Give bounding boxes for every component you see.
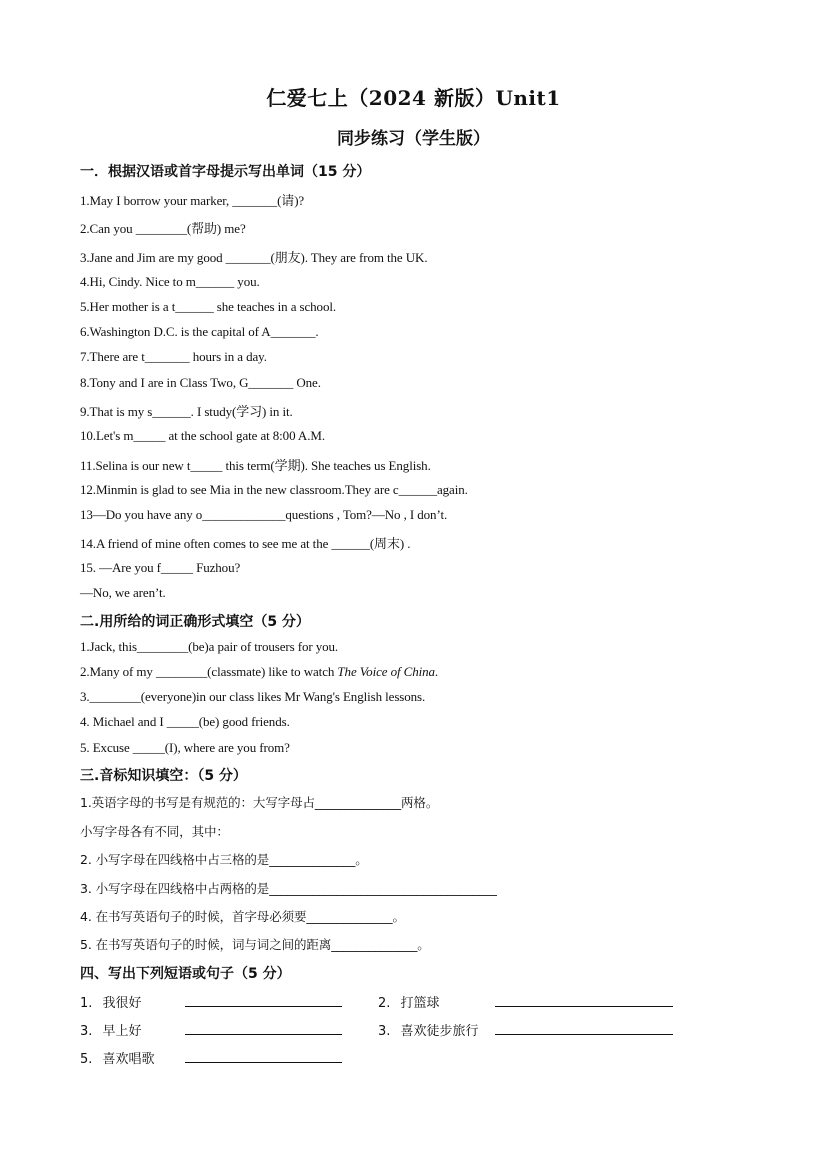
s4-item-5 (80, 1048, 342, 1067)
s2-question-text: 1.Jack, this________(be)a pair of trousers for you. (80, 639, 339, 654)
s1-question-11: 11.Selina is our new t_____ this term(学期). She teaches us English. (80, 458, 431, 473)
section-3-heading: 三.音标知识填空：（5 分） (80, 768, 247, 784)
s1-question-10: 10.Let's m_____ at the school gate at 8:00 A.M. (80, 428, 325, 443)
s4-item-number: 1. (80, 996, 93, 1011)
s3-question-1: 1.英语字母的书写是有规范的：大写字母占______________两格。 (80, 795, 439, 810)
s4-item-number: 3. (378, 1024, 391, 1039)
s1-question-12: 12.Minmin is glad to see Mia in the new classroom.They are c______again. (80, 482, 468, 497)
s1-question-13: 13—Do you have any o_____________questions , Tom?—No , I don’t. (80, 507, 448, 522)
section-2-heading: 二.用所给的词正确形式填空（5 分） (80, 614, 310, 630)
s1-question-15: 15. —Are you f_____ Fuzhou? (80, 560, 241, 575)
answer-line (185, 994, 342, 1007)
s4-item-1 (80, 992, 342, 1011)
s1-question-3: 3.Jane and Jim are my good _______(朋友). They are from the UK. (80, 250, 428, 265)
s4-item-4 (378, 1020, 673, 1039)
s1-question-1: 1.May I borrow your marker, _______(请)? (80, 193, 305, 208)
s3-question-3: 3. 小写字母在四线格中占两格的是_____________________________________ (80, 881, 497, 896)
s4-item-2 (378, 992, 673, 1011)
s2-question-end: . (434, 664, 439, 679)
s1-question-14: 14.A friend of mine often comes to see me at the ______(周末) . (80, 536, 411, 551)
s4-item-number: 3. (80, 1024, 93, 1039)
s2-question-4 (80, 714, 290, 730)
s3-question-4: 4. 在书写英语句子的时候，首字母必须要______________。 (80, 909, 405, 924)
s4-item-text: 早上好 (102, 1024, 142, 1039)
document-title: 仁爱七上（2024 新版）Unit1 (266, 86, 561, 110)
s4-item-text: 喜欢徒步旅行 (400, 1024, 479, 1039)
section-4-heading: 四、写出下列短语或句子（5 分） (80, 966, 291, 982)
s3-question-2: 2. 小写字母在四线格中占三格的是______________。 (80, 852, 368, 867)
s1-question-2: 2.Can you ________(帮助) me? (80, 221, 246, 236)
s1-question-15-answer: —No, we aren’t. (80, 585, 166, 600)
s1-question-4: 4.Hi, Cindy. Nice to m______ you. (80, 274, 260, 289)
s2-question-1 (80, 639, 338, 655)
document-subtitle: 同步练习（学生版） (337, 129, 490, 149)
s2-question-text: 3.________(everyone)in our class likes Mr Wang's English lessons. (80, 689, 426, 704)
s4-item-text: 打篮球 (400, 996, 440, 1011)
s2-italic-title: The Voice of China (337, 664, 435, 679)
s2-question-text: 4. Michael and I _____(be) good friends. (80, 714, 290, 729)
s4-item-text: 喜欢唱歌 (102, 1052, 155, 1067)
section-1-heading: 一．根据汉语或首字母提示写出单词（15 分） (80, 164, 371, 180)
answer-line (495, 994, 673, 1007)
s2-question-2 (80, 664, 438, 680)
s1-question-6: 6.Washington D.C. is the capital of A_______. (80, 324, 319, 339)
answer-line (185, 1022, 342, 1035)
s2-question-3 (80, 689, 425, 705)
s1-question-9: 9.That is my s______. I study(学习) in it. (80, 404, 293, 419)
s1-question-5: 5.Her mother is a t______ she teaches in a school. (80, 299, 337, 314)
s3-note: 小写字母各有不同，其中： (80, 824, 229, 839)
answer-line (495, 1022, 673, 1035)
s2-question-5 (80, 740, 290, 756)
answer-line (185, 1050, 342, 1063)
s4-item-number: 5. (80, 1052, 93, 1067)
s4-item-3 (80, 1020, 342, 1039)
s2-question-text: 2.Many of my ________(classmate) like to watch (80, 664, 338, 679)
s4-item-text: 我很好 (102, 996, 142, 1011)
s2-question-text: 5. Excuse _____(I), where are you from? (80, 740, 290, 755)
s4-item-number: 2. (378, 996, 391, 1011)
s1-question-7: 7.There are t_______ hours in a day. (80, 349, 267, 364)
s1-question-8: 8.Tony and I are in Class Two, G_______ One. (80, 375, 321, 390)
s3-question-5: 5. 在书写英语句子的时候，词与词之间的距离______________。 (80, 937, 430, 952)
